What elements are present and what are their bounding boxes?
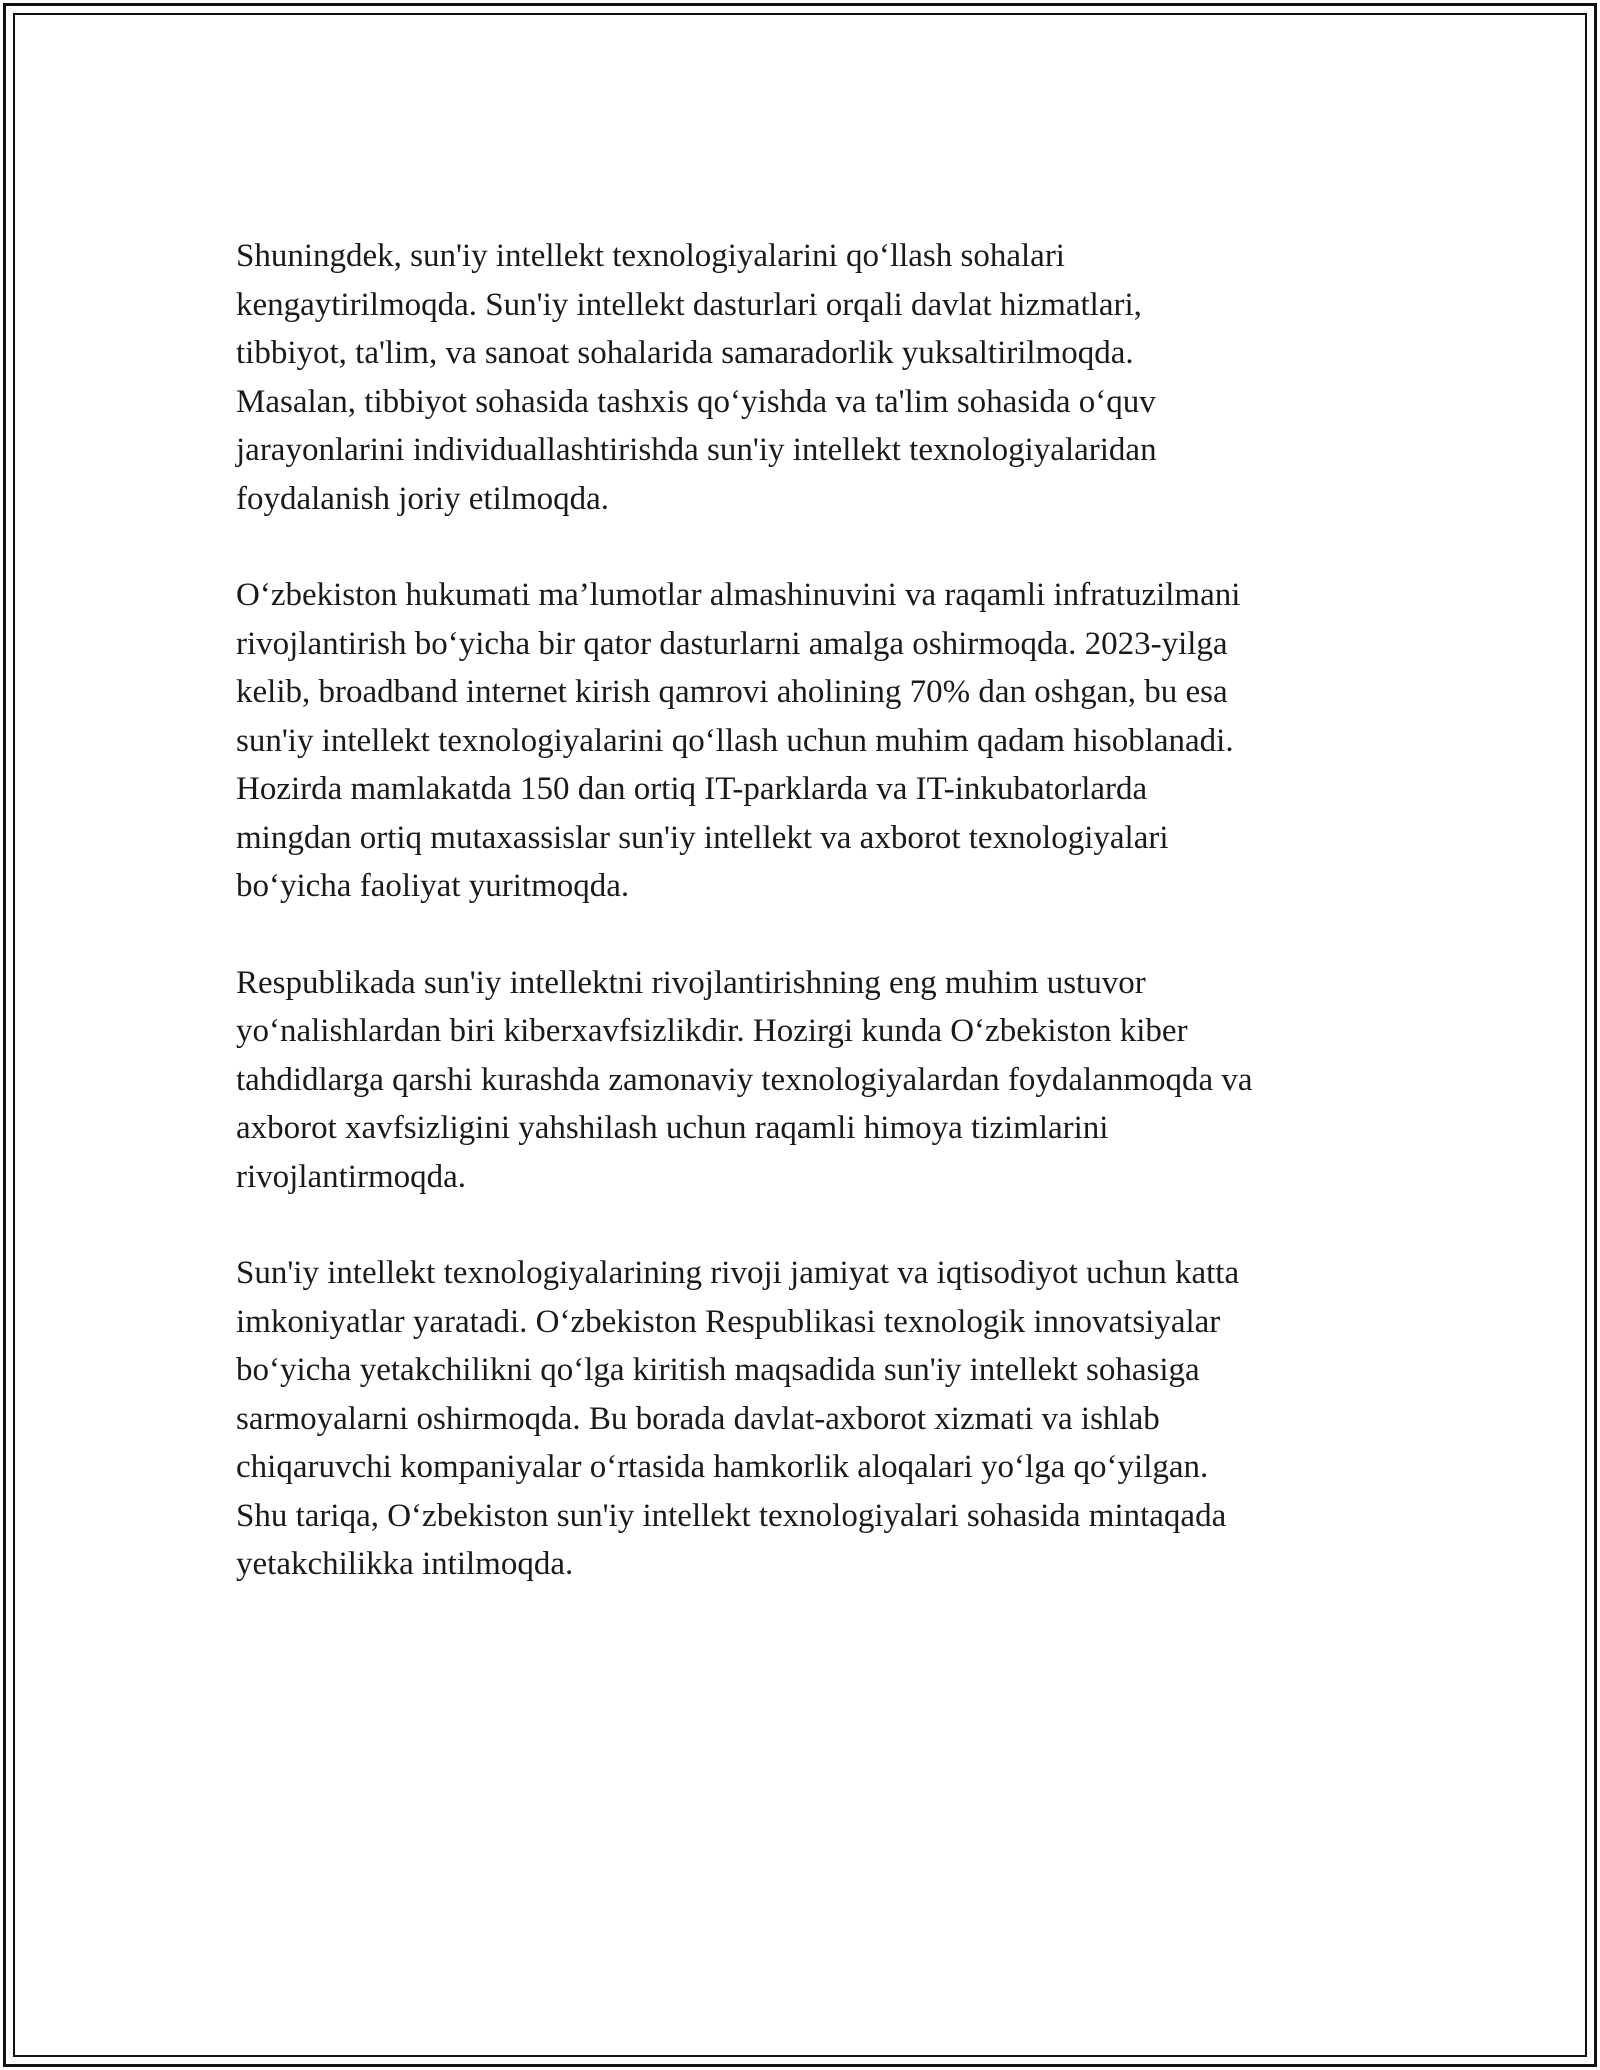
document-body <box>236 232 1386 1637</box>
paragraph-ai-application-areas: Shuningdek, sun'iy intellekt texnologiyalarini qo‘llash sohalari kengaytirilmoqda. Sun'iy intellekt dasturlari orqali davlat hizmatlari, tibbiyot, ta'lim, va sanoat sohalarida samaradorlik yuksaltirilmoqda. Masalan, tibbiyot sohasida tashxis qo‘yishda va ta'lim sohasida o‘quv jarayonlarini individuallashtirishda sun'iy intellekt texnologiyalaridan foydalanish joriy etilmoqda. <box>236 238 1157 517</box>
paragraph-cybersecurity: Respublikada sun'iy intellektni rivojlantirishning eng muhim ustuvor yo‘nalishlardan biri kiberxavfsizlikdir. Hozirgi kunda O‘zbekiston kiber tahdidlarga qarshi kurashda zamonaviy texnologiyalardan foydalanmoqda va axborot xavfsizligini yahshilash uchun raqamli himoya tizimlarini rivojlantirmoqda. <box>236 964 1253 1195</box>
paragraph-ai-opportunities: Sun'iy intellekt texnologiyalarining rivoji jamiyat va iqtisodiyot uchun katta imkoniyatlar yaratadi. O‘zbekiston Respublikasi texnologik innovatsiyalar bo‘yicha yetakchilikni qo‘lga kiritish maqsadida sun'iy intellekt sohasiga sarmoyalarni oshirmoqda. Bu borada davlat-axborot xizmati va ishlab chiqaruvchi kompaniyalar o‘rtasida hamkorlik aloqalari yo‘lga qo‘yilgan. Shu tariqa, O‘zbekiston sun'iy intellekt texnologiyalari sohasida mintaqada yetakchilikka intilmoqda. <box>236 1255 1240 1582</box>
paragraph-digital-infrastructure: O‘zbekiston hukumati ma’lumotlar almashinuvini va raqamli infratuzilmani rivojlantirish bo‘yicha bir qator dasturlarni amalga oshirmoqda. 2023-yilga kelib, broadband internet kirish qamrovi aholining 70% dan oshgan, bu esa sun'iy intellekt texnologiyalarini qo‘llash uchun muhim qadam hisoblanadi. Hozirda mamlakatda 150 dan ortiq IT-parklarda va IT-inkubatorlarda mingdan ortiq mutaxassislar sun'iy intellekt va axborot texnologiyalari bo‘yicha faoliyat yuritmoqda. <box>236 577 1241 904</box>
